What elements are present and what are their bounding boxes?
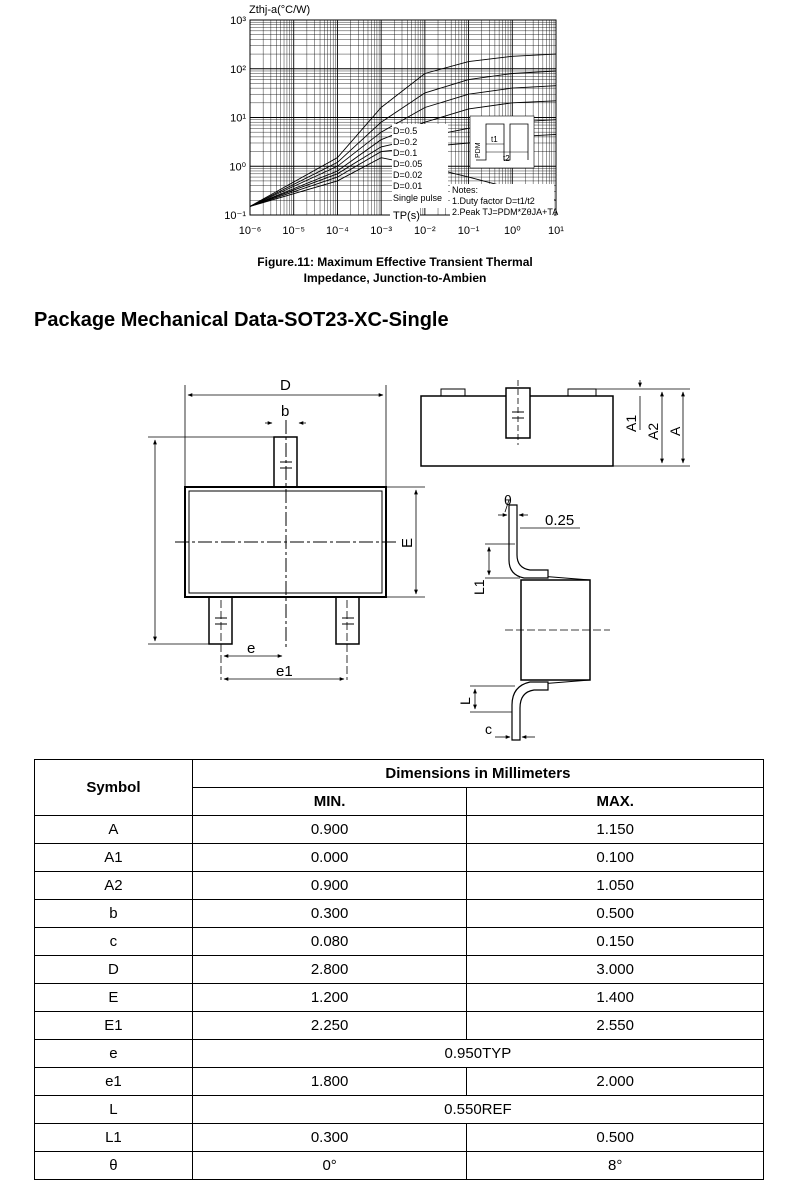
table-row	[35, 928, 764, 956]
y-tick-label: 10²	[230, 63, 246, 76]
symbol-cell: E1	[35, 1012, 193, 1040]
table-row	[35, 844, 764, 872]
x-tick-label: 10¹	[548, 225, 564, 237]
legend-entry: D=0.01	[393, 181, 423, 191]
dim-c-label: c	[485, 721, 492, 737]
dim-e-label: e	[247, 640, 256, 657]
y-tick-labels	[224, 15, 246, 222]
note-1: 1.Duty factor D=t1/t2	[452, 196, 535, 206]
min-cell: 0.000	[192, 844, 467, 872]
symbol-cell: E	[35, 984, 193, 1012]
symbol-cell: A	[35, 816, 193, 844]
caption-line-1: Figure.11: Maximum Effective Transient Thermal	[257, 255, 533, 269]
dim-e1-label: e1	[276, 663, 293, 680]
max-cell: 8°	[467, 1152, 764, 1180]
min-header: MIN.	[192, 788, 467, 816]
legend-entry: D=0.2	[393, 137, 418, 147]
section-title: Package Mechanical Data-SOT23-XC-Single	[34, 309, 449, 331]
max-cell: 0.500	[467, 1124, 764, 1152]
y-tick-label: 10⁰	[229, 161, 246, 174]
min-cell: 1.800	[192, 1068, 467, 1096]
dim-L1-label: L1	[471, 579, 487, 595]
symbol-cell: θ	[35, 1152, 193, 1180]
dim-theta-label: θ	[504, 492, 512, 508]
max-cell: 3.000	[467, 956, 764, 984]
symbol-header: Symbol	[35, 760, 193, 816]
table-row	[35, 1068, 764, 1096]
min-cell: 2.800	[192, 956, 467, 984]
dim-A1-label: A1	[623, 414, 639, 432]
min-cell: 0.080	[192, 928, 467, 956]
max-header: MAX.	[467, 788, 764, 816]
dim-L-label: L	[457, 697, 473, 705]
x-tick-label: 10⁻²	[413, 225, 436, 237]
legend-entry: D=0.02	[393, 170, 423, 180]
x-tick-labels	[239, 225, 565, 237]
table-row	[35, 1012, 764, 1040]
min-cell: 0.900	[192, 816, 467, 844]
symbol-cell: L1	[35, 1124, 193, 1152]
chart-notes	[450, 184, 558, 218]
symbol-cell: A1	[35, 844, 193, 872]
x-tick-label: 10⁻⁶	[238, 225, 262, 237]
y-tick-label: 10³	[230, 15, 246, 27]
symbol-cell: b	[35, 900, 193, 928]
max-cell: 0.100	[467, 844, 764, 872]
dim-A2-label: A2	[645, 422, 661, 440]
legend-entry: D=0.5	[393, 126, 418, 136]
figure-caption	[0, 254, 790, 286]
dim-b-label: b	[281, 403, 290, 420]
min-cell: 0.300	[192, 900, 467, 928]
symbol-cell: D	[35, 956, 193, 984]
symbol-cell: e1	[35, 1068, 193, 1096]
caption-line-2: Impedance, Junction-to-Ambien	[303, 271, 487, 285]
dim-E-label: E	[399, 537, 416, 548]
end-view	[470, 500, 610, 740]
y-tick-label: 10¹	[230, 112, 246, 125]
max-cell: 1.400	[467, 984, 764, 1012]
min-cell: 0.900	[192, 872, 467, 900]
table-row	[35, 1096, 764, 1124]
max-cell: 1.150	[467, 816, 764, 844]
min-cell: 0.300	[192, 1124, 467, 1152]
legend-entry: D=0.05	[393, 159, 423, 169]
x-tick-label: 10⁰	[503, 225, 521, 237]
package-drawing	[0, 340, 790, 750]
min-cell: 1.200	[192, 984, 467, 1012]
note-2: 2.Peak TJ=PDM*ZθJA+TA	[452, 207, 559, 217]
max-cell: 0.500	[467, 900, 764, 928]
lower-lead	[512, 682, 548, 740]
table-row	[35, 872, 764, 900]
upper-lead	[509, 505, 548, 578]
symbol-cell: e	[35, 1040, 193, 1068]
x-axis-label: TP(s)	[393, 210, 420, 222]
y-axis-label: Zthj-a(°C/W)	[249, 4, 311, 16]
max-cell: 2.550	[467, 1012, 764, 1040]
typ-cell: 0.950TYP	[192, 1040, 763, 1068]
inset-pdm-label: PDM	[475, 142, 482, 158]
table-row	[35, 1124, 764, 1152]
inset-t1-label: t1	[491, 135, 498, 144]
y-tick-label: 10⁻¹	[224, 210, 246, 222]
pulse-inset-diagram	[470, 116, 534, 168]
x-tick-label: 10⁻³	[370, 225, 393, 237]
table-header-row	[35, 760, 764, 788]
notes-title: Notes:	[452, 185, 479, 195]
max-cell: 0.150	[467, 928, 764, 956]
x-tick-label: 10⁻⁵	[282, 225, 306, 237]
symbol-cell: A2	[35, 872, 193, 900]
group-header: Dimensions in Millimeters	[192, 760, 763, 788]
legend-entry: D=0.1	[393, 148, 418, 158]
typ-cell: 0.550REF	[192, 1096, 763, 1124]
symbol-cell: L	[35, 1096, 193, 1124]
table-row	[35, 984, 764, 1012]
top-view	[148, 385, 425, 680]
x-tick-label: 10⁻¹	[457, 225, 480, 237]
x-tick-label: 10⁻⁴	[326, 225, 349, 237]
right-lead	[336, 597, 359, 644]
symbol-cell: c	[35, 928, 193, 956]
left-lead	[209, 597, 232, 644]
max-cell: 2.000	[467, 1068, 764, 1096]
chart-legend	[392, 124, 448, 208]
table-row	[35, 1152, 764, 1180]
inset-t2-label: t2	[503, 154, 510, 163]
dim-D-label: D	[280, 377, 291, 394]
table-row	[35, 1040, 764, 1068]
min-cell: 0°	[192, 1152, 467, 1180]
table-row	[35, 956, 764, 984]
max-cell: 1.050	[467, 872, 764, 900]
thermal-impedance-chart	[0, 0, 790, 250]
table-row	[35, 816, 764, 844]
table-row	[35, 900, 764, 928]
min-cell: 2.250	[192, 1012, 467, 1040]
dim-A-label: A	[667, 426, 683, 436]
legend-entry: Single pulse	[393, 193, 443, 203]
dimensions-table	[34, 759, 764, 1180]
dim-025-label: 0.25	[545, 512, 575, 529]
